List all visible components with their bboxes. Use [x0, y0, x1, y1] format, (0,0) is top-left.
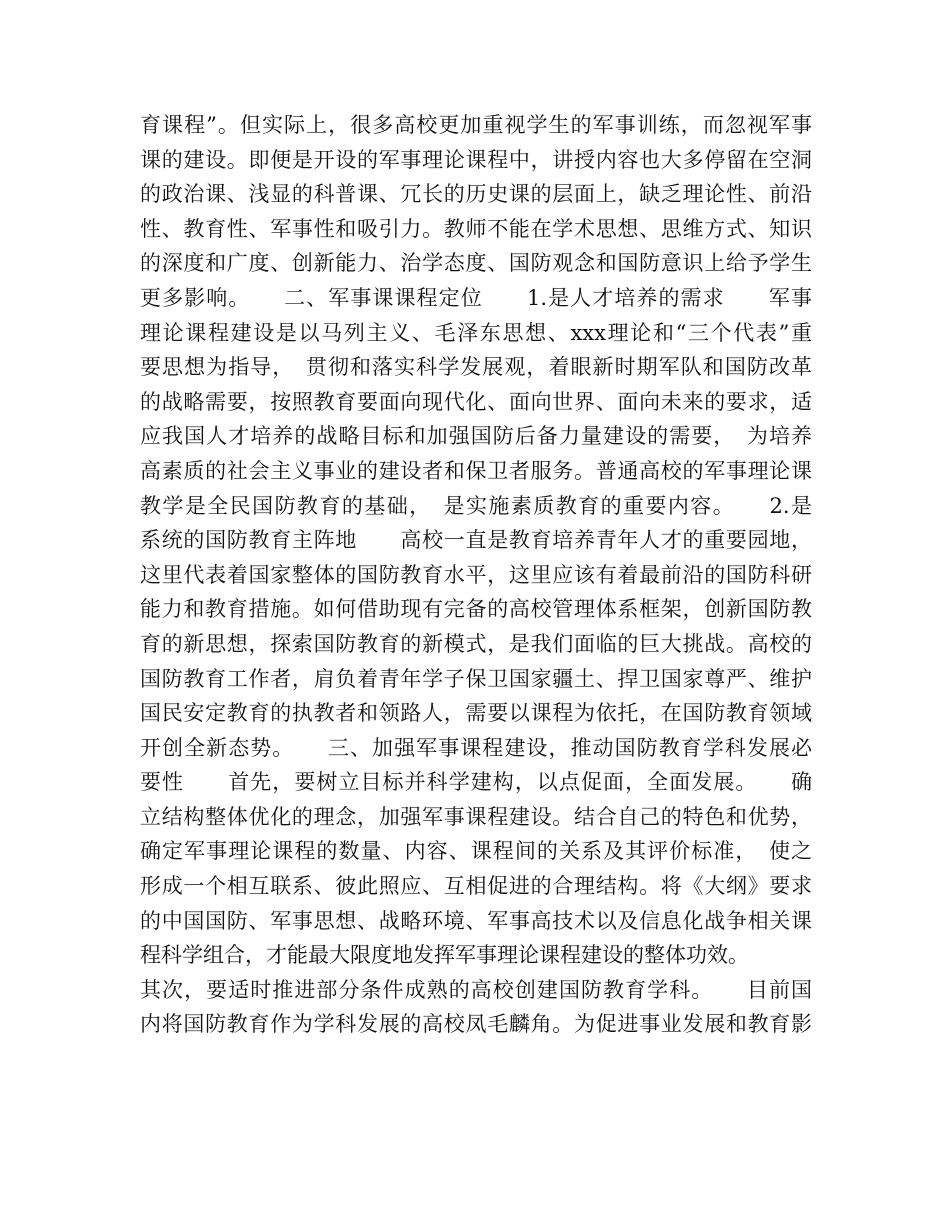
text-line: 开创全新态势。 三、加强军事课程建设，推动国防教育学科发展必: [140, 735, 812, 760]
text-line: 的中国国防、军事思想、战略环境、军事高技术以及信息化战争相关课: [140, 908, 812, 933]
text-line: 教学是全民国防教育的基础， 是实施素质教育的重要内容。 2.是: [140, 493, 812, 518]
text-line: 系统的国防教育主阵地 高校一直是教育培养青年人才的重要园地，: [140, 528, 812, 553]
text-line: 国民安定教育的执教者和领路人，需要以课程为依托，在国防教育领域: [140, 701, 812, 726]
text-line: 这里代表着国家整体的国防教育水平，这里应该有着最前沿的国防科研: [140, 562, 812, 587]
text-line: 要思想为指导， 贯彻和落实科学发展观，着眼新时期军队和国防改革: [140, 355, 812, 380]
text-line: 应我国人才培养的战略目标和加强国防后备力量建设的需要， 为培养: [140, 424, 812, 449]
text-line: 程科学组合，才能最大限度地发挥军事理论课程建设的整体功效。: [140, 943, 749, 968]
text-line: 的深度和广度、创新能力、治学态度、国防观念和国防意识上给予学生: [140, 251, 812, 276]
text-line: 立结构整体优化的理念，加强军事课程建设。结合自己的特色和优势，: [140, 804, 812, 829]
text-line: 育的新思想，探索国防教育的新模式，是我们面临的巨大挑战。高校的: [140, 631, 812, 656]
text-line: 要性 首先，要树立目标并科学建构，以点促面，全面发展。 确: [140, 770, 812, 795]
text-line: 的战略需要，按照教育要面向现代化、面向世界、面向未来的要求，适: [140, 389, 812, 414]
text-line: 形成一个相互联系、彼此照应、互相促进的合理结构。将《大纲》要求: [140, 874, 812, 899]
body-text: [140, 108, 812, 1042]
text-line: 能力和教育措施。如何借助现有完备的高校管理体系框架，创新国防教: [140, 597, 812, 622]
text-line: 理论课程建设是以马列主义、毛泽东思想、xxx理论和“三个代表”重: [140, 320, 812, 345]
text-line: 育课程”。但实际上，很多高校更加重视学生的军事训练，而忽视军事: [140, 113, 812, 137]
text-line: 的政治课、浅显的科普课、冗长的历史课的层面上，缺乏理论性、前沿: [140, 182, 812, 207]
text-line: 高素质的社会主义事业的建设者和保卫者服务。普通高校的军事理论课: [140, 458, 812, 483]
text-line: 确定军事理论课程的数量、内容、课程间的关系及其评价标准， 使之: [140, 839, 812, 864]
text-line: 课的建设。即便是开设的军事理论课程中，讲授内容也大多停留在空洞: [140, 147, 812, 172]
text-line: 内将国防教育作为学科发展的高校凤毛麟角。为促进事业发展和教育影: [140, 1012, 812, 1037]
text-line: 国防教育工作者，肩负着青年学子保卫国家疆土、捍卫国家尊严、维护: [140, 666, 812, 691]
text-line: 性、教育性、军事性和吸引力。教师不能在学术思想、思维方式、知识: [140, 216, 812, 241]
text-line: 更多影响。 二、军事课课程定位 1.是人才培养的需求 军事: [140, 285, 812, 310]
text-line: 其次，要适时推进部分条件成熟的高校创建国防教育学科。 目前国: [140, 977, 812, 1002]
